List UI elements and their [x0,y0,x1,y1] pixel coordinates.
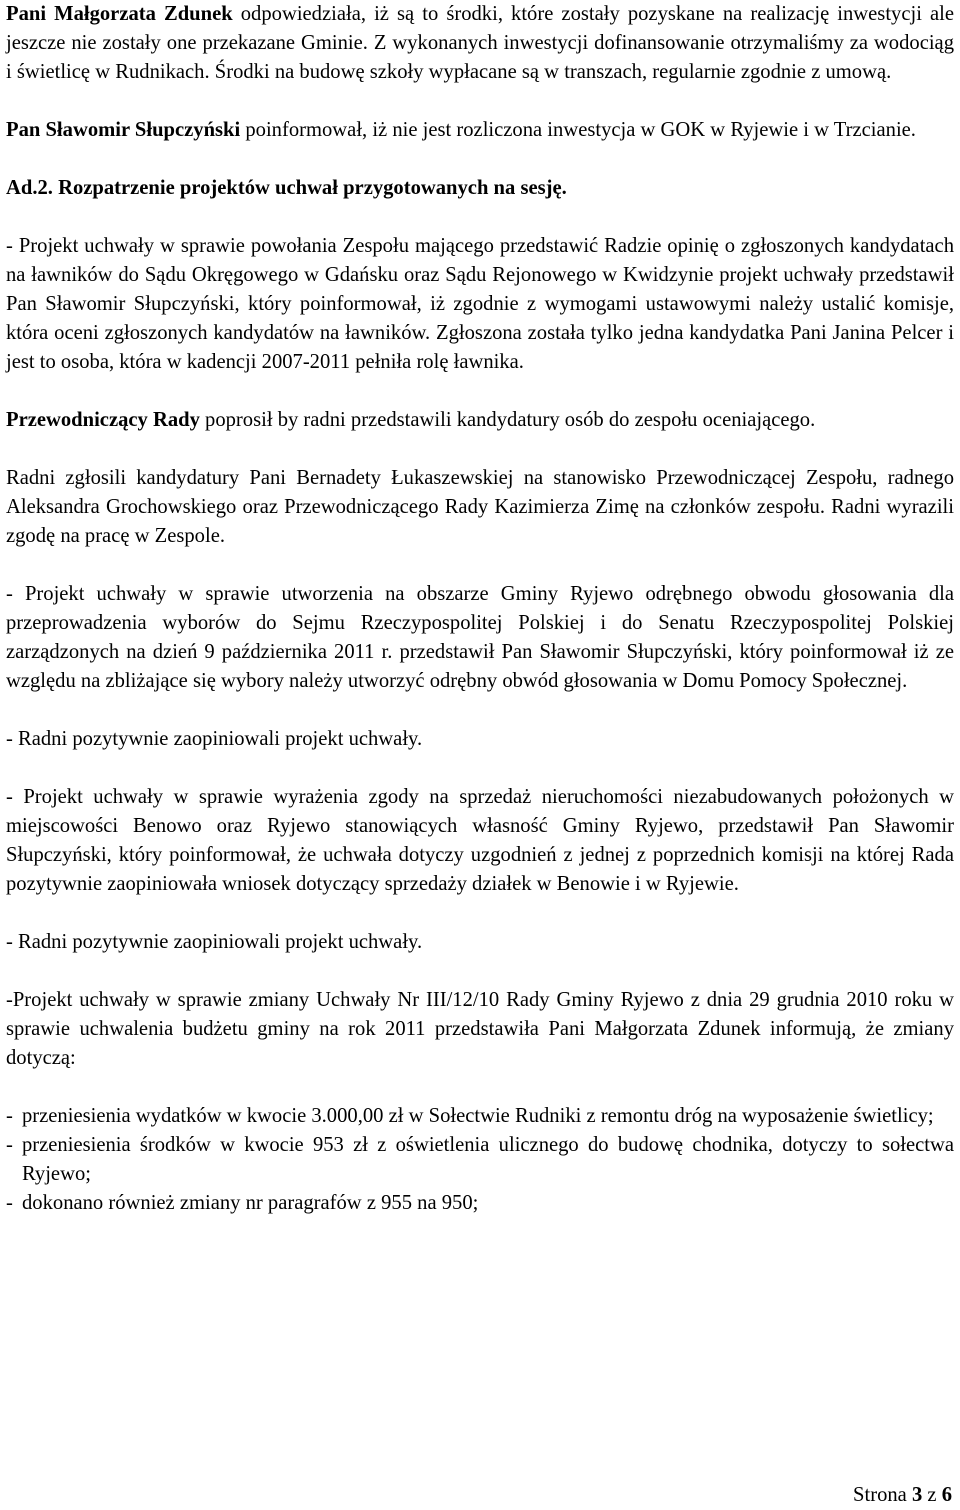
spacer [6,377,954,406]
spacer [6,899,954,928]
paragraph-property-sale: - Projekt uchwały w sprawie wyrażenia zgody na sprzedaż nieruchomości niezabudowanych położonych w miejscowości Benowo oraz Ryjewo stanowiących własność Gminy Ryjewo, przedstawił Pan Sławomir Słupczyński, który poinformował, że uchwała dotyczy uzgodnień z jednej z poprzednich komisji na której Rada pozytywnie zaopiniowała wniosek dotyczący sprzedaży działek w Benowie i w Ryjewie. [6,786,954,895]
paragraph-text: poinformował, iż nie jest rozliczona inwestycja w GOK w Ryjewie i w Trzcianie. [240,119,916,141]
paragraph-approval-2: - Radni pozytywnie zaopiniowali projekt uchwały. [6,931,423,953]
spacer [6,551,954,580]
page-number-current: 3 [911,1484,923,1506]
document-page [6,0,954,1218]
list-item [6,1189,954,1218]
list-dash: - [6,1192,13,1214]
page-number [853,1481,952,1510]
list-item-text: dokonano również zmiany nr paragrafów z 955 na 950; [22,1192,479,1214]
spacer [6,435,954,464]
spacer [6,203,954,232]
list-item [6,1131,954,1189]
changes-list [6,1102,954,1218]
paragraph-approval-1: - Radni pozytywnie zaopiniowali projekt uchwały. [6,728,423,750]
speaker-name: Przewodniczący Rady [6,409,200,431]
spacer [6,145,954,174]
list-item [6,1102,954,1131]
spacer [6,696,954,725]
speaker-name: Pan Sławomir Słupczyński [6,119,241,141]
speaker-name: Pani Małgorzata Zdunek [6,3,233,25]
paragraph-budget-change: -Projekt uchwały w sprawie zmiany Uchwały Nr III/12/10 Rady Gminy Ryjewo z dnia 29 grudnia 2010 roku w sprawie uchwalenia budżetu gminy na rok 2011 przedstawiła Pani Małgorzata Zdunek informują, że zmiany dotyczą: [6,989,954,1069]
list-dash: - [6,1134,13,1156]
paragraph-voting-district: - Projekt uchwały w sprawie utworzenia na obszarze Gminy Ryjewo odrębnego obwodu głosowania dla przeprowadzenia wyborów do Sejmu Rzeczypospolitej Polskiej i do Senatu Rzeczypospolitej Polskiej zarządzonych na dzień 9 października 2011 r. przedstawił Pan Sławomir Słupczyński, który poinformował iż ze względu na zbliżające się wybory należy utworzyć odrębny obwód głosowania w Domu Pomocy Społecznej. [6,583,954,692]
spacer [6,1073,954,1102]
paragraph-text: odpowiedziała, iż są to środki, które zostały pozyskane na realizację inwestycji ale jeszcze nie zostały one przekazane Gminie. Z wykonanych inwestycji dofinansowanie otrzymaliśmy za wodociąg i świetlicę w Rudnikach. Środki na budowę szkoły wypłacane są w transzach, regularnie zgodnie z umową. [6,3,955,83]
section-heading: Ad.2. Rozpatrzenie projektów uchwał przygotowanych na sesję. [6,177,567,199]
paragraph-candidates: Radni zgłosili kandydatury Pani Bernadety Łukaszewskiej na stanowisko Przewodniczącej Zespołu, radnego Aleksandra Grochowskiego oraz Przewodniczącego Rady Kazimierza Zimę na członków zespołu. Radni wyrazili zgodę na pracę w Zespole. [6,467,954,547]
list-dash: - [6,1105,13,1127]
paragraph-text: poprosił by radni przedstawili kandydatury osób do zespołu oceniającego. [199,409,816,431]
spacer [6,754,954,783]
list-item-text: przeniesienia środków w kwocie 953 zł z oświetlenia ulicznego do budowę chodnika, dotyczy to sołectwa Ryjewo; [22,1134,954,1185]
page-number-prefix: Strona [853,1484,912,1506]
paragraph-zespol-project: - Projekt uchwały w sprawie powołania Zespołu mającego przedstawić Radzie opinię o zgłoszonych kandydatach na ławników do Sądu Okręgowego w Gdańsku oraz Sądu Rejonowego w Kwidzynie projekt uchwały przedstawił Pan Sławomir Słupczyński, który poinformował, iż zgodnie z wymogami ustawowymi należy ustalić komisje, która oceni zgłoszonych kandydatów na ławników. Zgłoszona została tylko jedna kandydatka Pani Janina Pelcer i jest to osoba, która w kadencji 2007-2011 pełniła rolę ławnika. [6,235,954,373]
paragraph-chairman-request [6,406,954,435]
paragraph-slupczynski-info [6,116,954,145]
spacer [6,957,954,986]
spacer [6,87,954,116]
paragraph-zdunek-reply [6,0,954,87]
page-number-middle: z [922,1484,942,1506]
page-number-total: 6 [941,1484,952,1506]
list-item-text: przeniesienia wydatków w kwocie 3.000,00 zł w Sołectwie Rudniki z remontu dróg na wyposażenie świetlicy; [22,1105,934,1127]
